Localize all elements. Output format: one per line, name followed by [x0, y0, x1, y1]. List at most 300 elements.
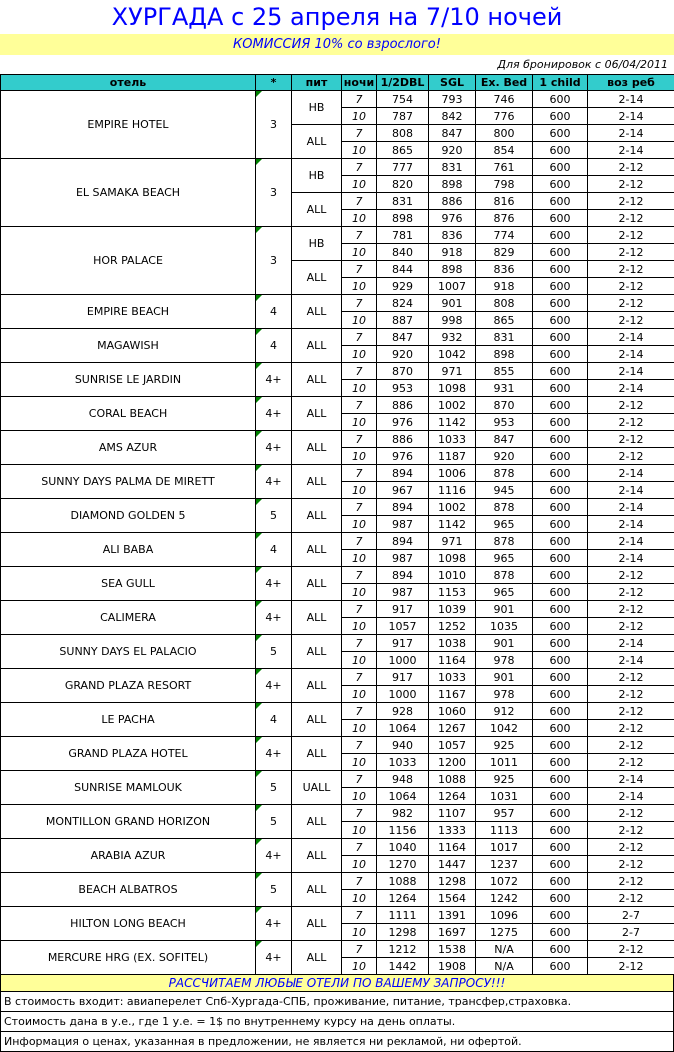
- nights-cell: 10: [342, 924, 377, 941]
- extra-bed-price: 1011: [476, 754, 533, 771]
- extra-bed-price: 876: [476, 210, 533, 227]
- half-dbl-price: 898: [377, 210, 429, 227]
- hotel-name: SUNNY DAYS EL PALACIO: [1, 635, 256, 669]
- meal-plan: ALL: [292, 533, 342, 567]
- hotel-stars: [256, 737, 292, 771]
- extra-bed-price: 761: [476, 159, 533, 176]
- sgl-price: 842: [429, 108, 476, 125]
- comment-marker-icon: [256, 941, 262, 947]
- sgl-price: 1187: [429, 448, 476, 465]
- nights-cell: 10: [342, 584, 377, 601]
- child-age-range: 2-14: [588, 108, 674, 125]
- half-dbl-price: 1270: [377, 856, 429, 873]
- extra-bed-price: 918: [476, 278, 533, 295]
- table-row: [1, 499, 674, 516]
- nights-cell: 7: [342, 839, 377, 856]
- child-age-range: 2-12: [588, 261, 674, 278]
- table-row: [1, 907, 674, 924]
- comment-marker-icon: [256, 839, 262, 845]
- child-price: 600: [533, 771, 588, 788]
- nights-cell: 7: [342, 295, 377, 312]
- child-price: 600: [533, 618, 588, 635]
- extra-bed-price: 854: [476, 142, 533, 159]
- extra-bed-price: 925: [476, 771, 533, 788]
- promo-banner: РАССЧИТАЕМ ЛЮБЫЕ ОТЕЛИ ПО ВАШЕМУ ЗАПРОСУ!!!: [0, 975, 674, 992]
- table-row: [1, 465, 674, 482]
- sgl-price: 998: [429, 312, 476, 329]
- child-price: 600: [533, 788, 588, 805]
- child-age-range: 2-12: [588, 567, 674, 584]
- extra-bed-price: 1096: [476, 907, 533, 924]
- col-header-stars: *: [256, 75, 292, 91]
- sgl-price: 1007: [429, 278, 476, 295]
- child-age-range: 2-12: [588, 822, 674, 839]
- hotel-stars: [256, 669, 292, 703]
- meal-plan: ALL: [292, 567, 342, 601]
- child-age-range: 2-12: [588, 941, 674, 958]
- stars-value: 4: [270, 339, 277, 352]
- child-age-range: 2-14: [588, 91, 674, 108]
- child-age-range: 2-12: [588, 754, 674, 771]
- table-row: [1, 941, 674, 958]
- child-price: 600: [533, 312, 588, 329]
- half-dbl-price: 967: [377, 482, 429, 499]
- half-dbl-price: 1156: [377, 822, 429, 839]
- hotel-name: HOR PALACE: [1, 227, 256, 295]
- sgl-price: 1042: [429, 346, 476, 363]
- child-age-range: 2-12: [588, 227, 674, 244]
- nights-cell: 7: [342, 703, 377, 720]
- stars-value: 4+: [265, 577, 281, 590]
- sgl-price: 1447: [429, 856, 476, 873]
- sgl-price: 1088: [429, 771, 476, 788]
- child-price: 600: [533, 193, 588, 210]
- child-price: 600: [533, 941, 588, 958]
- extra-bed-price: 1072: [476, 873, 533, 890]
- half-dbl-price: 940: [377, 737, 429, 754]
- extra-bed-price: 1242: [476, 890, 533, 907]
- table-row: [1, 805, 674, 822]
- hotel-stars: [256, 839, 292, 873]
- extra-bed-price: 901: [476, 635, 533, 652]
- half-dbl-price: 886: [377, 431, 429, 448]
- price-table: [0, 74, 674, 975]
- sgl-price: 1391: [429, 907, 476, 924]
- child-price: 600: [533, 720, 588, 737]
- sgl-price: 1033: [429, 669, 476, 686]
- child-age-range: 2-12: [588, 737, 674, 754]
- meal-plan: HB: [292, 91, 342, 125]
- sgl-price: 1057: [429, 737, 476, 754]
- sgl-price: 1060: [429, 703, 476, 720]
- child-age-range: 2-12: [588, 584, 674, 601]
- sgl-price: 1252: [429, 618, 476, 635]
- hotel-name: SUNRISE MAMLOUK: [1, 771, 256, 805]
- sgl-price: 886: [429, 193, 476, 210]
- child-price: 600: [533, 533, 588, 550]
- child-age-range: 2-14: [588, 550, 674, 567]
- nights-cell: 7: [342, 193, 377, 210]
- child-age-range: 2-12: [588, 839, 674, 856]
- nights-cell: 10: [342, 346, 377, 363]
- extra-bed-price: N/A: [476, 958, 533, 975]
- child-age-range: 2-14: [588, 516, 674, 533]
- col-header-half-dbl: 1/2DBL: [377, 75, 429, 91]
- comment-marker-icon: [256, 499, 262, 505]
- child-price: 600: [533, 125, 588, 142]
- child-age-range: 2-12: [588, 890, 674, 907]
- sgl-price: 976: [429, 210, 476, 227]
- col-header-sgl: SGL: [429, 75, 476, 91]
- sgl-price: 918: [429, 244, 476, 261]
- extra-bed-price: 965: [476, 584, 533, 601]
- extra-bed-price: 878: [476, 499, 533, 516]
- half-dbl-price: 976: [377, 448, 429, 465]
- child-price: 600: [533, 652, 588, 669]
- sgl-price: 1908: [429, 958, 476, 975]
- table-row: [1, 601, 674, 618]
- child-price: 600: [533, 856, 588, 873]
- nights-cell: 7: [342, 227, 377, 244]
- child-price: 600: [533, 363, 588, 380]
- stars-value: 4+: [265, 441, 281, 454]
- hotel-stars: [256, 567, 292, 601]
- hotel-name: EMPIRE HOTEL: [1, 91, 256, 159]
- sgl-price: 898: [429, 261, 476, 278]
- sgl-price: 1153: [429, 584, 476, 601]
- half-dbl-price: 824: [377, 295, 429, 312]
- meal-plan: ALL: [292, 363, 342, 397]
- half-dbl-price: 1040: [377, 839, 429, 856]
- child-price: 600: [533, 703, 588, 720]
- half-dbl-price: 894: [377, 567, 429, 584]
- stars-value: 5: [270, 883, 277, 896]
- hotel-stars: [256, 771, 292, 805]
- extra-bed-price: 870: [476, 397, 533, 414]
- extra-bed-price: 800: [476, 125, 533, 142]
- half-dbl-price: 1212: [377, 941, 429, 958]
- extra-bed-price: 1113: [476, 822, 533, 839]
- nights-cell: 10: [342, 754, 377, 771]
- nights-cell: 10: [342, 516, 377, 533]
- child-age-range: 2-14: [588, 482, 674, 499]
- extra-bed-price: 746: [476, 91, 533, 108]
- extra-bed-price: 898: [476, 346, 533, 363]
- stars-value: 4+: [265, 849, 281, 862]
- hotel-name: GRAND PLAZA RESORT: [1, 669, 256, 703]
- stars-value: 4+: [265, 917, 281, 930]
- child-price: 600: [533, 465, 588, 482]
- meal-plan: ALL: [292, 499, 342, 533]
- stars-value: 4+: [265, 475, 281, 488]
- child-age-range: 2-12: [588, 873, 674, 890]
- child-age-range: 2-14: [588, 771, 674, 788]
- hotel-name: GRAND PLAZA HOTEL: [1, 737, 256, 771]
- half-dbl-price: 831: [377, 193, 429, 210]
- nights-cell: 7: [342, 159, 377, 176]
- child-age-range: 2-14: [588, 652, 674, 669]
- nights-cell: 10: [342, 856, 377, 873]
- stars-value: 5: [270, 509, 277, 522]
- child-price: 600: [533, 397, 588, 414]
- nights-cell: 10: [342, 380, 377, 397]
- extra-bed-price: 925: [476, 737, 533, 754]
- extra-bed-price: 836: [476, 261, 533, 278]
- child-price: 600: [533, 839, 588, 856]
- nights-cell: 7: [342, 261, 377, 278]
- half-dbl-price: 1064: [377, 720, 429, 737]
- half-dbl-price: 1264: [377, 890, 429, 907]
- nights-cell: 7: [342, 941, 377, 958]
- nights-cell: 7: [342, 601, 377, 618]
- half-dbl-price: 887: [377, 312, 429, 329]
- nights-cell: 10: [342, 108, 377, 125]
- child-age-range: 2-14: [588, 329, 674, 346]
- half-dbl-price: 894: [377, 465, 429, 482]
- sgl-price: 1142: [429, 516, 476, 533]
- child-age-range: 2-12: [588, 295, 674, 312]
- child-age-range: 2-12: [588, 703, 674, 720]
- nights-cell: 7: [342, 567, 377, 584]
- meal-plan: ALL: [292, 635, 342, 669]
- sgl-price: 1298: [429, 873, 476, 890]
- nights-cell: 7: [342, 737, 377, 754]
- extra-bed-price: 901: [476, 601, 533, 618]
- nights-cell: 7: [342, 873, 377, 890]
- nights-cell: 7: [342, 499, 377, 516]
- child-price: 600: [533, 567, 588, 584]
- hotel-name: BEACH ALBATROS: [1, 873, 256, 907]
- child-age-range: 2-12: [588, 601, 674, 618]
- sgl-price: 1107: [429, 805, 476, 822]
- half-dbl-price: 1057: [377, 618, 429, 635]
- child-price: 600: [533, 584, 588, 601]
- hotel-stars: [256, 91, 292, 159]
- nights-cell: 7: [342, 125, 377, 142]
- child-price: 600: [533, 550, 588, 567]
- sgl-price: 1267: [429, 720, 476, 737]
- child-price: 600: [533, 958, 588, 975]
- half-dbl-price: 1088: [377, 873, 429, 890]
- table-row: [1, 227, 674, 244]
- stars-value: 3: [270, 118, 277, 131]
- half-dbl-price: 917: [377, 601, 429, 618]
- child-price: 600: [533, 227, 588, 244]
- hotel-stars: [256, 703, 292, 737]
- child-price: 600: [533, 108, 588, 125]
- child-price: 600: [533, 754, 588, 771]
- sgl-price: 1033: [429, 431, 476, 448]
- table-row: [1, 839, 674, 856]
- table-header-row: [1, 75, 674, 91]
- sgl-price: 847: [429, 125, 476, 142]
- hotel-name: DIAMOND GOLDEN 5: [1, 499, 256, 533]
- half-dbl-price: 1064: [377, 788, 429, 805]
- meal-plan: ALL: [292, 295, 342, 329]
- sgl-price: 1538: [429, 941, 476, 958]
- hotel-name: MERCURE HRG (EX. SOFITEL): [1, 941, 256, 975]
- child-price: 600: [533, 159, 588, 176]
- child-age-range: 2-12: [588, 176, 674, 193]
- child-price: 600: [533, 91, 588, 108]
- stars-value: 3: [270, 254, 277, 267]
- table-row: [1, 669, 674, 686]
- comment-marker-icon: [256, 669, 262, 675]
- nights-cell: 7: [342, 465, 377, 482]
- hotel-name: EMPIRE BEACH: [1, 295, 256, 329]
- comment-marker-icon: [256, 907, 262, 913]
- hotel-stars: [256, 465, 292, 499]
- table-row: [1, 873, 674, 890]
- child-price: 600: [533, 805, 588, 822]
- half-dbl-price: 976: [377, 414, 429, 431]
- sgl-price: 971: [429, 533, 476, 550]
- child-price: 600: [533, 278, 588, 295]
- comment-marker-icon: [256, 635, 262, 641]
- comment-marker-icon: [256, 295, 262, 301]
- sgl-price: 901: [429, 295, 476, 312]
- stars-value: 4+: [265, 407, 281, 420]
- sgl-price: 793: [429, 91, 476, 108]
- page-title: ХУРГАДА с 25 апреля на 7/10 ночей: [0, 0, 674, 34]
- hotel-stars: [256, 601, 292, 635]
- extra-bed-price: 798: [476, 176, 533, 193]
- child-price: 600: [533, 380, 588, 397]
- nights-cell: 10: [342, 244, 377, 261]
- half-dbl-price: 787: [377, 108, 429, 125]
- comment-marker-icon: [256, 159, 262, 165]
- meal-plan: ALL: [292, 465, 342, 499]
- extra-bed-price: 878: [476, 533, 533, 550]
- child-age-range: 2-14: [588, 363, 674, 380]
- hotel-name: HILTON LONG BEACH: [1, 907, 256, 941]
- nights-cell: 10: [342, 618, 377, 635]
- child-price: 600: [533, 448, 588, 465]
- hotel-name: CORAL BEACH: [1, 397, 256, 431]
- stars-value: 5: [270, 815, 277, 828]
- stars-value: 4: [270, 305, 277, 318]
- meal-plan: HB: [292, 227, 342, 261]
- table-row: [1, 91, 674, 108]
- meal-plan: ALL: [292, 261, 342, 295]
- sgl-price: 898: [429, 176, 476, 193]
- sgl-price: 1333: [429, 822, 476, 839]
- half-dbl-price: 1111: [377, 907, 429, 924]
- extra-bed-price: 957: [476, 805, 533, 822]
- comment-marker-icon: [256, 465, 262, 471]
- half-dbl-price: 982: [377, 805, 429, 822]
- sgl-price: 1564: [429, 890, 476, 907]
- extra-bed-price: 816: [476, 193, 533, 210]
- nights-cell: 7: [342, 771, 377, 788]
- sgl-price: 1098: [429, 550, 476, 567]
- extra-bed-price: 878: [476, 567, 533, 584]
- stars-value: 4: [270, 713, 277, 726]
- hotel-stars: [256, 431, 292, 465]
- child-age-range: 2-7: [588, 907, 674, 924]
- col-header-extra-bed: Ex. Bed: [476, 75, 533, 91]
- child-age-range: 2-12: [588, 856, 674, 873]
- extra-bed-price: 1237: [476, 856, 533, 873]
- extra-bed-price: 901: [476, 669, 533, 686]
- child-price: 600: [533, 601, 588, 618]
- stars-value: 4+: [265, 747, 281, 760]
- comment-marker-icon: [256, 329, 262, 335]
- child-price: 600: [533, 635, 588, 652]
- child-price: 600: [533, 516, 588, 533]
- table-row: [1, 771, 674, 788]
- sgl-price: 1039: [429, 601, 476, 618]
- nights-cell: 10: [342, 822, 377, 839]
- nights-cell: 7: [342, 533, 377, 550]
- half-dbl-price: 917: [377, 635, 429, 652]
- meal-plan: ALL: [292, 839, 342, 873]
- extra-bed-price: 855: [476, 363, 533, 380]
- meal-plan: ALL: [292, 941, 342, 975]
- hotel-name: EL SAMAKA BEACH: [1, 159, 256, 227]
- extra-bed-price: 1017: [476, 839, 533, 856]
- col-header-meal: пит: [292, 75, 342, 91]
- comment-marker-icon: [256, 771, 262, 777]
- extra-bed-price: 847: [476, 431, 533, 448]
- sgl-price: 831: [429, 159, 476, 176]
- extra-bed-price: 776: [476, 108, 533, 125]
- half-dbl-price: 840: [377, 244, 429, 261]
- child-age-range: 2-12: [588, 805, 674, 822]
- child-age-range: 2-12: [588, 686, 674, 703]
- child-price: 600: [533, 295, 588, 312]
- meal-plan: ALL: [292, 907, 342, 941]
- col-header-child-age: воз реб: [588, 75, 674, 91]
- sgl-price: 1038: [429, 635, 476, 652]
- child-price: 600: [533, 737, 588, 754]
- half-dbl-price: 953: [377, 380, 429, 397]
- child-age-range: 2-12: [588, 193, 674, 210]
- child-price: 600: [533, 142, 588, 159]
- hotel-stars: [256, 295, 292, 329]
- hotel-stars: [256, 499, 292, 533]
- nights-cell: 10: [342, 414, 377, 431]
- comment-marker-icon: [256, 601, 262, 607]
- half-dbl-price: 754: [377, 91, 429, 108]
- hotel-name: ALI BABA: [1, 533, 256, 567]
- nights-cell: 7: [342, 669, 377, 686]
- table-row: [1, 431, 674, 448]
- sgl-price: 932: [429, 329, 476, 346]
- child-age-range: 2-14: [588, 380, 674, 397]
- extra-bed-price: 912: [476, 703, 533, 720]
- half-dbl-price: 987: [377, 584, 429, 601]
- hotel-name: AMS AZUR: [1, 431, 256, 465]
- child-age-range: 2-12: [588, 312, 674, 329]
- nights-cell: 10: [342, 278, 377, 295]
- half-dbl-price: 929: [377, 278, 429, 295]
- hotel-stars: [256, 805, 292, 839]
- nights-cell: 10: [342, 482, 377, 499]
- half-dbl-price: 987: [377, 550, 429, 567]
- comment-marker-icon: [256, 533, 262, 539]
- stars-value: 4+: [265, 373, 281, 386]
- nights-cell: 10: [342, 312, 377, 329]
- extra-bed-price: 965: [476, 550, 533, 567]
- comment-marker-icon: [256, 873, 262, 879]
- col-header-child: 1 child: [533, 75, 588, 91]
- sgl-price: 1164: [429, 839, 476, 856]
- extra-bed-price: 1275: [476, 924, 533, 941]
- half-dbl-price: 820: [377, 176, 429, 193]
- nights-cell: 7: [342, 397, 377, 414]
- sgl-price: 1167: [429, 686, 476, 703]
